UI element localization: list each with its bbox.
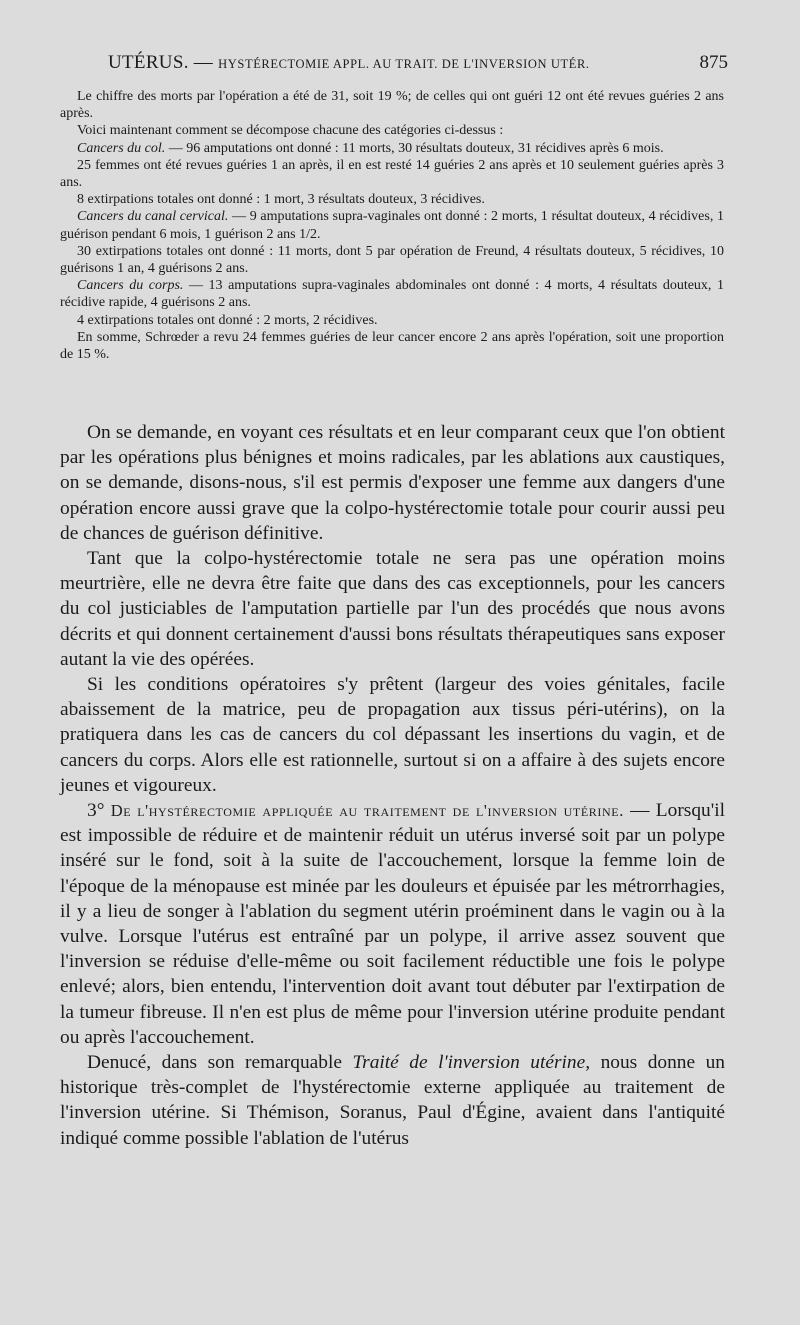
stats-paragraph: En somme, Schrœder a revu 24 femmes guéries de leur cancer encore 2 ans après l'opération, soit une proportion de 15 %. <box>60 329 724 363</box>
stats-paragraph: Le chiffre des morts par l'opération a été de 31, soit 19 %; de celles qui ont guéri 12 ont été revues guéries 2 ans après. <box>60 89 724 122</box>
body-paragraph: Si les conditions opératoires s'y prêtent (largeur des voies génitales, facile abaissement de la matrice, peu de propagation aux tissus péri-utérins), on la pratiquera dans les cas de cancers du col dépassant les insertions du vagin, et de cancers du corps. Alors elle est rationnelle, surtout si on a affaire à des sujets encore jeunes et vigoureux. <box>60 674 725 796</box>
running-title-dash: — <box>188 52 219 73</box>
section-paragraph <box>60 798 725 1050</box>
stats-paragraph <box>60 277 724 311</box>
section-number: 3° <box>87 800 111 822</box>
section-text: — Lorsqu'il est impossible de réduire et de maintenir réduit un utérus inversé soit par un polype inséré sur le fond, soit à la suite de l'accouchement, lorsque la femme loin de l'époque de la ménopause est minée par les douleurs et épuisée par les métrorrhagies, il y a lieu de songer à l'ablation du segment utérin proéminent dans le vagin ou à la vulve. Lorsque l'utérus est entraîné par un polype, il arrive assez souvent que l'inversion se réduise d'elle-même ou soit facilement réductible une fois le polype enlevé; alors, bien entendu, l'intervention doit avant tout débuter par l'extirpation de la tumeur fibreuse. Il n'en est plus de même pour l'inversion utérine produite pendant ou après l'accouchement. <box>60 800 725 1048</box>
body-paragraph: Tant que la colpo-hystérectomie totale ne sera pas une opération moins meurtrière, elle ne devra être faite que dans des cas exceptionnels, pour les cancers du col justiciables de l'amputation partielle par l'un des procédés que nous avons décrits et qui donnent certainement d'aussi bons résultats thérapeutiques sans exposer autant la vie des opérées. <box>60 548 725 670</box>
stats-paragraph: 25 femmes ont été revues guéries 1 an après, il en est resté 14 guéries 2 ans après et 10 seulement guéries après 3 ans. <box>60 157 724 191</box>
category-label: Cancers du canal cervical. <box>77 209 229 225</box>
stats-text: — 96 amputations ont donné : 11 morts, 30 résultats douteux, 31 récidives après 6 mois. <box>165 140 664 156</box>
book-title: Traité de l'inversion utérine, <box>352 1052 591 1074</box>
running-title-subtitle: HYSTÉRECTOMIE APPL. AU TRAIT. DE L'INVERSION UTÉR. <box>218 57 590 71</box>
statistics-block <box>60 88 724 363</box>
stats-paragraph: 8 extirpations totales ont donné : 1 mort, 3 résultats douteux, 3 récidives. <box>77 192 485 208</box>
stats-paragraph: 4 extirpations totales ont donné : 2 morts, 2 récidives. <box>77 312 378 328</box>
stats-paragraph: 30 extirpations totales ont donné : 11 morts, dont 5 par opération de Freund, 4 résultats douteux, 5 récidives, 10 guérisons 1 an, 4 guérisons 2 ans. <box>60 243 724 277</box>
body-paragraph: On se demande, en voyant ces résultats et en leur comparant ceux que l'on obtient par les opérations plus bénignes et moins radicales, par les ablations aux caustiques, on se demande, disons-nous, s'il est permis d'exposer une femme aux dangers d'une opération encore aussi grave que la colpo-hystérectomie totale pour courir aussi peu de chances de guérison définitive. <box>60 422 725 544</box>
main-text <box>60 420 725 1151</box>
running-title <box>108 52 590 74</box>
page-number: 875 <box>699 52 728 73</box>
running-header <box>108 52 728 80</box>
body-text: nous donne un historique très-complet de l'hystérectomie externe appliquée au traitement de l'inversion utérine. Si Thémison, Soranus, Paul d'Égine, avaient dans l'antiquité indiqué comme possible l'ablation de l'utérus <box>60 1052 725 1149</box>
body-text: Denucé, dans son remarquable <box>87 1052 353 1074</box>
section-title: De l'hystérectomie appliquée au traitement de l'inversion utérine. <box>110 801 624 821</box>
stats-text: — 13 amputations supra-vaginales abdominales ont donné : 4 morts, 4 résultats douteux, 1 récidive rapide, 4 guérisons 2 ans. <box>60 278 724 311</box>
stats-text: — 9 amputations supra-vaginales ont donné : 2 morts, 1 résultat douteux, 4 récidives, 1 guérison pendant 6 mois, 1 guérison 2 ans 1/2. <box>60 209 724 242</box>
category-label: Cancers du col. <box>77 140 166 156</box>
stats-paragraph <box>60 140 724 157</box>
stats-paragraph: Voici maintenant comment se décompose chacune des catégories ci-dessus : <box>77 123 504 139</box>
category-label: Cancers du corps. <box>77 278 184 294</box>
running-title-main: UTÉRUS. <box>108 52 189 73</box>
body-paragraph <box>60 1050 725 1151</box>
stats-paragraph <box>60 208 724 242</box>
